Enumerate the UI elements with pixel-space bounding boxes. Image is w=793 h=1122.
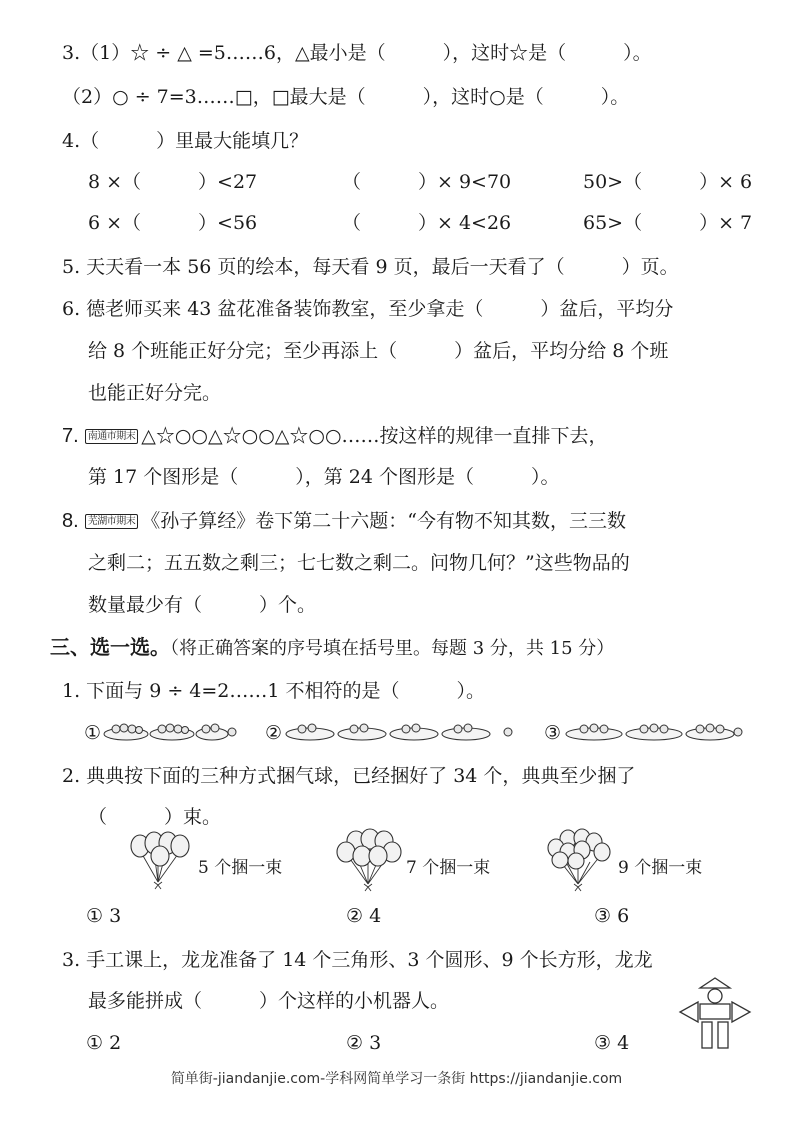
- choice1-question: 1. 下面与 9 ÷ 4=2……1 不相符的是（ ）。: [62, 680, 486, 702]
- section3-heading: [50, 635, 614, 661]
- q6-line-3: 也能正好分完。: [88, 382, 222, 404]
- choice1-option-3-plates: [566, 716, 746, 748]
- q3-part2: （2）○ ÷ 7=3……□，□最大是（ ），这时○是（ ）。: [62, 86, 630, 108]
- balloon-bunch-7-icon: [336, 830, 402, 892]
- q4-item-5: （ ）× 4<26: [342, 212, 512, 234]
- q5: 5. 天天看一本 56 页的绘本，每天看 9 页，最后一天看了（ ）页。: [62, 256, 679, 278]
- section3-note: （将正确答案的序号填在括号里。每题 3 分，共 15 分）: [170, 638, 615, 659]
- choice3-line-1: 3. 手工课上，龙龙准备了 14 个三角形、3 个圆形、9 个长方形，龙龙: [62, 949, 653, 971]
- balloon-bunch-5-icon: [128, 832, 192, 890]
- balloon-bunch-9-icon: [546, 830, 612, 892]
- q7-line-1: 7. 南通市期末 △☆○○△☆○○△☆○○……按这样的规律一直排下去，: [62, 425, 608, 447]
- bunch-label-5: 5 个捆一束: [198, 858, 283, 878]
- choice1-option-2-plates: [286, 716, 526, 748]
- q8-line-1: 8. 芜湖市期末 《孙子算经》卷下第二十六题：“今有物不知其数，三三数: [62, 510, 626, 532]
- q4-item-1: 8 ×（ ）<27: [88, 171, 258, 193]
- choice1-option-3-label: ③: [544, 722, 562, 744]
- q8-line-3: 数量最少有（ ）个。: [88, 594, 317, 616]
- choice3-option-1: ① 2: [86, 1032, 122, 1054]
- choice3-option-2: ② 3: [346, 1032, 382, 1054]
- q8-source-tag: 芜湖市期末: [85, 514, 139, 529]
- section3-title: 三、选一选。: [50, 635, 170, 659]
- q4-item-3: 50>（ ）× 6: [583, 171, 753, 193]
- q8-text: 《孙子算经》卷下第二十六题：“今有物不知其数，三三数: [141, 510, 626, 532]
- q7-line-2: 第 17 个图形是（ ），第 24 个图形是（ ）。: [88, 466, 560, 488]
- q6-line-2: 给 8 个班能正好分完；至少再添上（ ）盆后，平均分给 8 个班: [88, 340, 669, 362]
- q4-item-6: 65>（ ）× 7: [583, 212, 753, 234]
- bunch-label-7: 7 个捆一束: [406, 858, 491, 878]
- choice2-option-2: ② 4: [346, 905, 382, 927]
- choice2-option-1: ① 3: [86, 905, 122, 927]
- choice3-line-2: 最多能拼成（ ）个这样的小机器人。: [88, 990, 450, 1012]
- choice2-option-3: ③ 6: [594, 905, 630, 927]
- choice3-option-3: ③ 4: [594, 1032, 630, 1054]
- choice2-line-1: 2. 典典按下面的三种方式捆气球，已经捆好了 34 个，典典至少捆了: [62, 765, 636, 787]
- choice1-option-1-plates: [104, 716, 254, 748]
- q8-line-2: 之剩二；五五数之剩三；七七数之剩二。问物几何？”这些物品的: [88, 552, 630, 574]
- q4-item-2: （ ）× 9<70: [342, 171, 512, 193]
- robot-figure-icon: [678, 976, 752, 1054]
- choice1-option-2-label: ②: [265, 722, 283, 744]
- q4-item-4: 6 ×（ ）<56: [88, 212, 258, 234]
- page-footer: 简单街-jiandanjie.com-学科网简单学习一条街 https://jiandanjie.com: [170, 1071, 623, 1087]
- choice1-option-1-label: ①: [84, 722, 102, 744]
- choice2-line-2: （ ）束。: [88, 806, 222, 828]
- q3-part1: 3.（1）☆ ÷ △ =5……6，△最小是（ ），这时☆是（ ）。: [62, 42, 652, 64]
- bunch-label-9: 9 个捆一束: [618, 858, 703, 878]
- q4-title: 4.（ ）里最大能填几？: [62, 130, 309, 152]
- q7-source-tag: 南通市期末: [85, 429, 139, 444]
- q7-pattern: △☆○○△☆○○△☆○○……按这样的规律一直排下去，: [141, 425, 608, 447]
- q6-line-1: 6. 德老师买来 43 盆花准备装饰教室，至少拿走（ ）盆后，平均分: [62, 298, 674, 320]
